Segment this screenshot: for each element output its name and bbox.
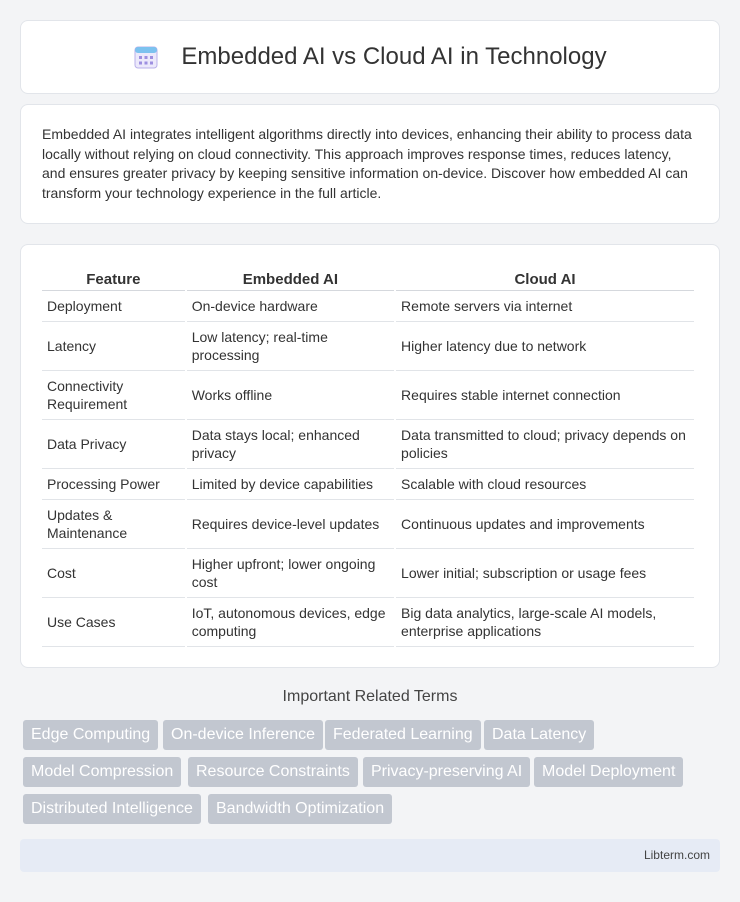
table-cell: Scalable with cloud resources [396, 469, 694, 500]
table-row [42, 500, 694, 549]
table-cell: Data Privacy [42, 420, 185, 469]
table-cell: Higher latency due to network [396, 322, 694, 371]
table-row [42, 420, 694, 469]
page-title: Embedded AI vs Cloud AI in Technology [181, 43, 607, 70]
table-cell: Latency [42, 322, 185, 371]
table-cell: Limited by device capabilities [187, 469, 394, 500]
footer [20, 839, 720, 872]
table-row [42, 598, 694, 647]
tag-privacy-preserving-ai[interactable]: Privacy-preserving AI [363, 757, 530, 787]
table-cell: Low latency; real-time processing [187, 322, 394, 371]
table-cell: Big data analytics, large-scale AI models, enterprise applications [396, 598, 694, 647]
table-cell: Higher upfront; lower ongoing cost [187, 549, 394, 598]
table-cell: Continuous updates and improvements [396, 500, 694, 549]
table-cell: Requires stable internet connection [396, 371, 694, 420]
table-header-embedded-ai: Embedded AI [187, 265, 394, 291]
tag-data-latency[interactable]: Data Latency [484, 720, 594, 750]
table-cell: Deployment [42, 291, 185, 322]
table-cell: On-device hardware [187, 291, 394, 322]
tag-model-compression[interactable]: Model Compression [23, 757, 181, 787]
title-card [20, 20, 720, 94]
table-cell: Updates & Maintenance [42, 500, 185, 549]
table-header-feature: Feature [42, 265, 185, 291]
table-cell: Lower initial; subscription or usage fees [396, 549, 694, 598]
table-cell: Remote servers via internet [396, 291, 694, 322]
intro-text: Embedded AI integrates intelligent algorithms directly into devices, enhancing their ability to process data locally without relying on cloud connectivity. This approach improves response times, reduces latency, and ensures greater privacy by keeping sensitive information on-device. Discover how embedded AI can transform your technology experience in the full article. [42, 126, 692, 201]
tag-model-deployment[interactable]: Model Deployment [534, 757, 683, 787]
table-cell: Use Cases [42, 598, 185, 647]
footer-site-link[interactable]: Libterm.com [643, 848, 710, 862]
table-row [42, 371, 694, 420]
table-cell: IoT, autonomous devices, edge computing [187, 598, 394, 647]
comparison-table-card [20, 244, 720, 668]
table-row [42, 469, 694, 500]
table-cell: Processing Power [42, 469, 185, 500]
table-cell: Requires device-level updates [187, 500, 394, 549]
table-cell: Cost [42, 549, 185, 598]
table-cell: Connectivity Requirement [42, 371, 185, 420]
tag-federated-learning[interactable]: Federated Learning [325, 720, 481, 750]
table-row [42, 291, 694, 322]
tag-bandwidth-optimization[interactable]: Bandwidth Optimization [208, 794, 392, 824]
table-header-cloud-ai: Cloud AI [396, 265, 694, 291]
calendar-icon [133, 44, 159, 70]
tag-edge-computing[interactable]: Edge Computing [23, 720, 158, 750]
tag-distributed-intelligence[interactable]: Distributed Intelligence [23, 794, 201, 824]
table-row [42, 549, 694, 598]
tag-resource-constraints[interactable]: Resource Constraints [188, 757, 358, 787]
table-cell: Works offline [187, 371, 394, 420]
comparison-table [40, 265, 696, 647]
table-row [42, 322, 694, 371]
table-cell: Data stays local; enhanced privacy [187, 420, 394, 469]
related-terms-title: Important Related Terms [282, 688, 458, 705]
tag-on-device-inference[interactable]: On-device Inference [163, 720, 323, 750]
intro-card [20, 104, 720, 224]
table-cell: Data transmitted to cloud; privacy depends on policies [396, 420, 694, 469]
